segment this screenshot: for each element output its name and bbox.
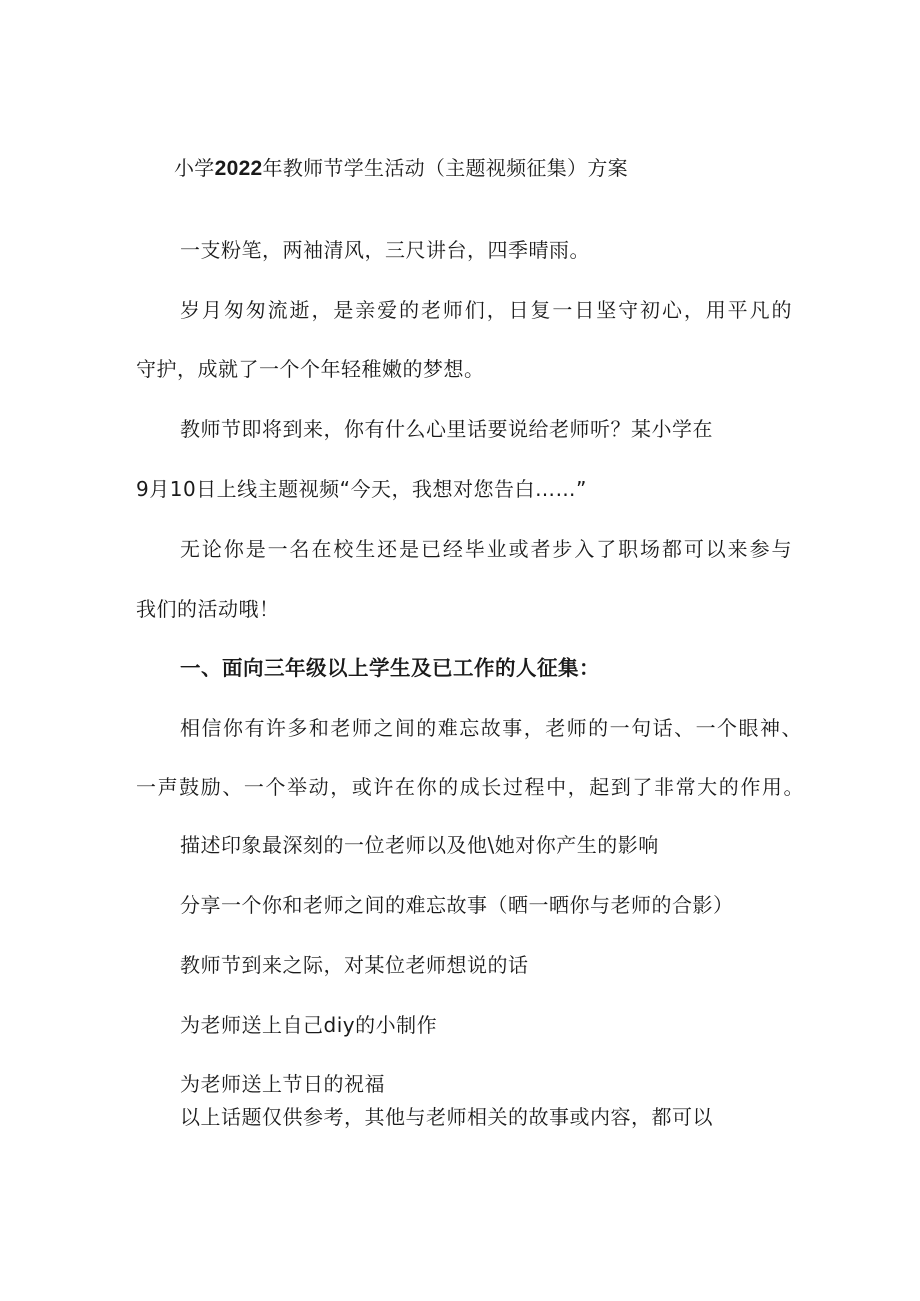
topic-item-2: 分享一个你和老师之间的难忘故事（晒一晒你与老师的合影） [180, 893, 734, 917]
title-suffix: 年教师节学生活动（主题视频征集）方案 [262, 156, 628, 180]
paragraph-stories-line1: 相信你有许多和老师之间的难忘故事，老师的一句话、一个眼神、 [180, 716, 802, 740]
topic-item-3: 教师节到来之际，对某位老师想说的话 [180, 953, 529, 977]
paragraph-teachers-day-line2: 9月10日上线主题视频“今天，我想对您告白……” [136, 477, 587, 501]
section-heading-1: 一、面向三年级以上学生及已工作的人征集： [180, 656, 600, 680]
paragraph-reference-note: 以上话题仅供参考，其他与老师相关的故事或内容，都可以 [180, 1105, 713, 1129]
paragraph-invite-line1: 无论你是一名在校生还是已经毕业或者步入了职场都可以来参与 [180, 537, 792, 561]
paragraph-years-line1: 岁月匆匆流逝，是亲爱的老师们，日复一日坚守初心，用平凡的 [180, 298, 792, 322]
title-prefix: 小学 [174, 156, 215, 180]
document-title [174, 154, 628, 183]
title-year: 2022 [214, 157, 263, 180]
topic-item-4: 为老师送上自己diy的小制作 [180, 1013, 438, 1037]
paragraph-invite-line2: 我们的活动哦！ [136, 597, 280, 621]
topic-item-1: 描述印象最深刻的一位老师以及他\她对你产生的影响 [180, 833, 659, 857]
topic-item-5: 为老师送上节日的祝福 [180, 1072, 385, 1096]
paragraph-years-line2: 守护，成就了一个个年轻稚嫩的梦想。 [136, 357, 485, 381]
paragraph-stories-line2: 一声鼓励、一个举动，或许在你的成长过程中，起到了非常大的作用。 [136, 775, 804, 799]
paragraph-opening-line: 一支粉笔，两袖清风，三尺讲台，四季晴雨。 [180, 238, 590, 262]
paragraph-teachers-day-line1: 教师节即将到来，你有什么心里话要说给老师听？某小学在 [180, 417, 713, 441]
